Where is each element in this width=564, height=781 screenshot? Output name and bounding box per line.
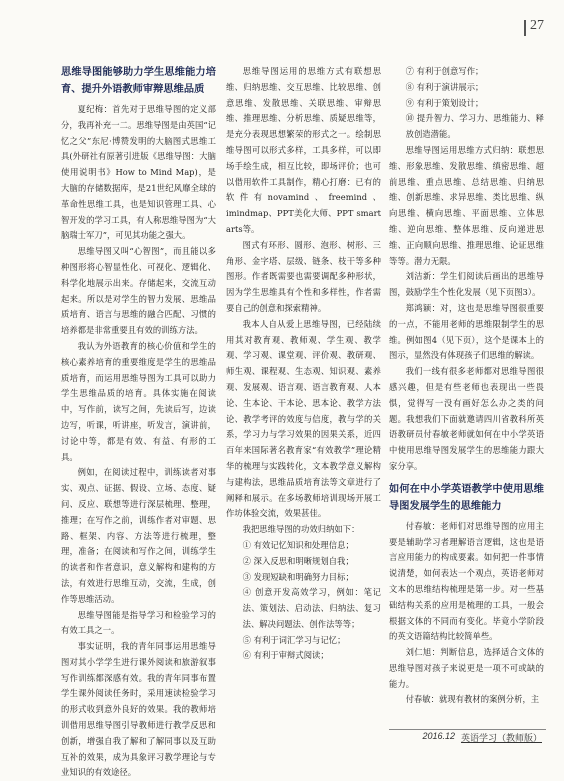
list-item: ④ 创意开发高效学习，例如：笔记法、策划法、启动法、归纳法、复习法、解决问题法、创作法等等； [242,587,381,629]
list-item: ⑨ 有利于策划设计； [405,97,484,108]
paragraph: 刘仁旭：判断信息，选择适合文体的思维导图对孩子来说更是一项不可或缺的能力。 [389,647,544,689]
journal-name: 英语学习（教师版） [460,733,542,743]
list-item: ⑦ 有利于创意写作； [405,66,484,76]
list-item: ⑤ 有利于词汇学习与记忆； [242,634,346,645]
paragraph: 思维导图又叫“心智图”，而且能以多种图形将心智显性化、可视化、逻辑化、科学化地展示出来。存储起来，交流互动起来。所以是对学生的智力发展、思维品质培育、语言与思维的融合匹配、习惯的培养都是非常重要且有效的训练方法。 [61,246,216,336]
paragraph: 夏纪梅：首先对于思维导图的定义部分，我再补充一二。思维导图是由英国“记忆之父”东尼·博赞发明的大脑图式思维工具(外研社有原著引进版《思维导图：大脑使用说明书》How to Mind Map)，是大脑的存储数据库，是21世纪风靡全球的革命性思维工具，也是知识管理工具、心智开发的学习工具，有人称思维导图为“大脑瑞士军刀”，可见其功能之强大。 [61,104,216,241]
paragraph: 思维导图能是指导学习和检验学习的有效工具之一。 [61,609,216,636]
list-item: ② 深入反思和明晰规划自我； [242,555,354,566]
paragraph: 刘洁新：学生们阅读后画出的思维导图，鼓励学生个性化发展（见下页图3）。 [389,271,544,298]
paragraph: 我本人自从爱上思维导图，已经陆续用其对教育观、教师观、学生观、教学观、学习观、课堂观、评价观、教研观、师生观、课程观、生态观、知识观、素养观、发展观、语言观、语言教育观、人本论、生本论、干本论、思本论、教学方法论、教学考评的效度与信度，教与学的关系，学习力与学习效果的因果关系，近四百年来国际著名教育家“有效教学”理论精华的梳理与实践转化，文本教学意义解构与建构法，思维品质培育法等文章进行了阐释和展示。在多场教师培训现场开展工作坊体验交流，效果甚佳。 [226,318,381,519]
paragraph: 付春敏：老师们对思维导图的应用主要是辅助学习者理解语言逻辑，这也是语言应用能力的构成要素。如何把一件事情说清楚，如何表达一个观点，英语老师对文本的思维结构梳理是第一步。对一些基础结构关系的应用是梳理的工具，一般会根据文体的不同而有变化。毕竟小学阶段的英文语篇结构比较简单些。 [389,520,544,642]
paragraph: 思维导图运用思维方式归纳：联想思维、形象思维、发散思维、缜密思维、超前思维、重点思维、总结思维、归纳思维、创新思维、求异思维、类比思维、纵向思维、横向思维、平面思维、立体思维、逆向思维、整体思维、反向递进思维、正向顺向思维、推理思维、论证思维等等。潜力无限。 [389,144,544,266]
column-1 [61,64,216,781]
paragraph: 图式有环形、圆形、泡形、树形、三角形、金字塔、层级、链条、枝干等多种图形。作者既需要也需要调配多种形状，因为学生思维具有个性和多样性，作者需要自己的创意和探索精神。 [226,239,381,313]
page-footer [422,731,542,744]
paragraph: 事实证明，我的青年同事运用思维导图对其小学学生进行课外阅读和旅游叙事写作训练都深感有效。我的青年同事布置学生课外阅读任务时，采用速读检验学习的形式收到意外良好的效果。我的教师培训借用思维导图引导教师进行教学反思和创新，增强自我了解和了解同事以及互助互补的效果，成为具象评习教学理论与专业知识的有效途径。 [61,641,216,778]
list-item: ⑧ 有利于演讲展示； [405,81,484,92]
paragraph: 思维导图运用的思维方式有联想思维、归纳思维、交互思维、比较思维、创意思维、发散思维、关联思维、审辩思维、推理思维、分析思维、质疑思维等，是充分表现思想繁荣的形式之一。绘制思维导图可以形式多样，工具多样，可以即场手绘生成，相互比较，即场评价；也可以借用软件工具制作，精心打磨：已有的软件有novamind、freemind、imindmap、PPT美化大师、PPT smart arts等。 [226,66,381,234]
column-2 [226,64,381,664]
list-item: ⑩ 提升智力、学习力、思维能力、释放创造潜能。 [405,113,544,140]
section-heading: 如何在中小学英语教学中使用思维导图发展学生的思维能力 [389,483,544,512]
issue-number: 2016.12 [422,731,455,741]
page-number-box [524,18,544,36]
column-3 [389,64,544,708]
paragraph: 我们一线有很多老师都对思维导图很感兴趣，但是有些老师也表现出一些畏惧，觉得写一没有画好怎么办之类的问题。我想我们下面就邀请四川省教科所英语教研员付春敏老师就如何在中小学英语中使用思维导图发展学生的思维能力跟大家分享。 [389,366,544,471]
paragraph: 郑鸿颖：对，这也是思维导图很重要的一点，不能用老师的思维限制学生的思维。例如图4（见下页），这个是课本上的图示，显然没有体现孩子们思维的解读。 [389,302,544,361]
paragraph: 例如，在阅读过程中，训练读者对事实、观点、证据、假设、立场、态度、疑问、反应、联想等进行深层梳理、整理，推理；在写作之前，训练作者对审题、思路、框架、内容、方法等进行梳理，整理，准备；在阅读和写作之间，训练学生的读者和作者意识，意义解构和建构的方法，有效进行思维互动，交流，生成，创作等思维活动。 [61,467,216,604]
footer-divider [389,729,546,730]
paragraph: 付春敏：就现有教材的案例分析，主 [405,694,540,705]
page-number-divider [524,20,526,36]
list-item: ① 有效记忆知识和处理信息； [242,539,354,550]
paragraph: 我把思维导图的功效归纳如下： [242,524,360,535]
paragraph: 我认为外语教育的核心价值和学生的核心素养培育的重要维度是学生的思维品质培育，而运用思维导图为工具可以助力学生思维品质的培育。具体实施在阅读中，写作前，读写之间，先读后写，边读边写，听课，听讲座，听发言，演讲前，讨论中等，都是有效、有益、有形的工具。 [61,340,216,462]
article-heading: 思维导图能够助力学生思维能力培育、提升外语教师审辩思维品质 [61,67,216,95]
list-item: ③ 发现短缺和明确努力目标； [242,571,354,582]
list-item: ⑥ 有利于审辩式阅读； [242,650,329,661]
page-number: 27 [530,18,544,33]
